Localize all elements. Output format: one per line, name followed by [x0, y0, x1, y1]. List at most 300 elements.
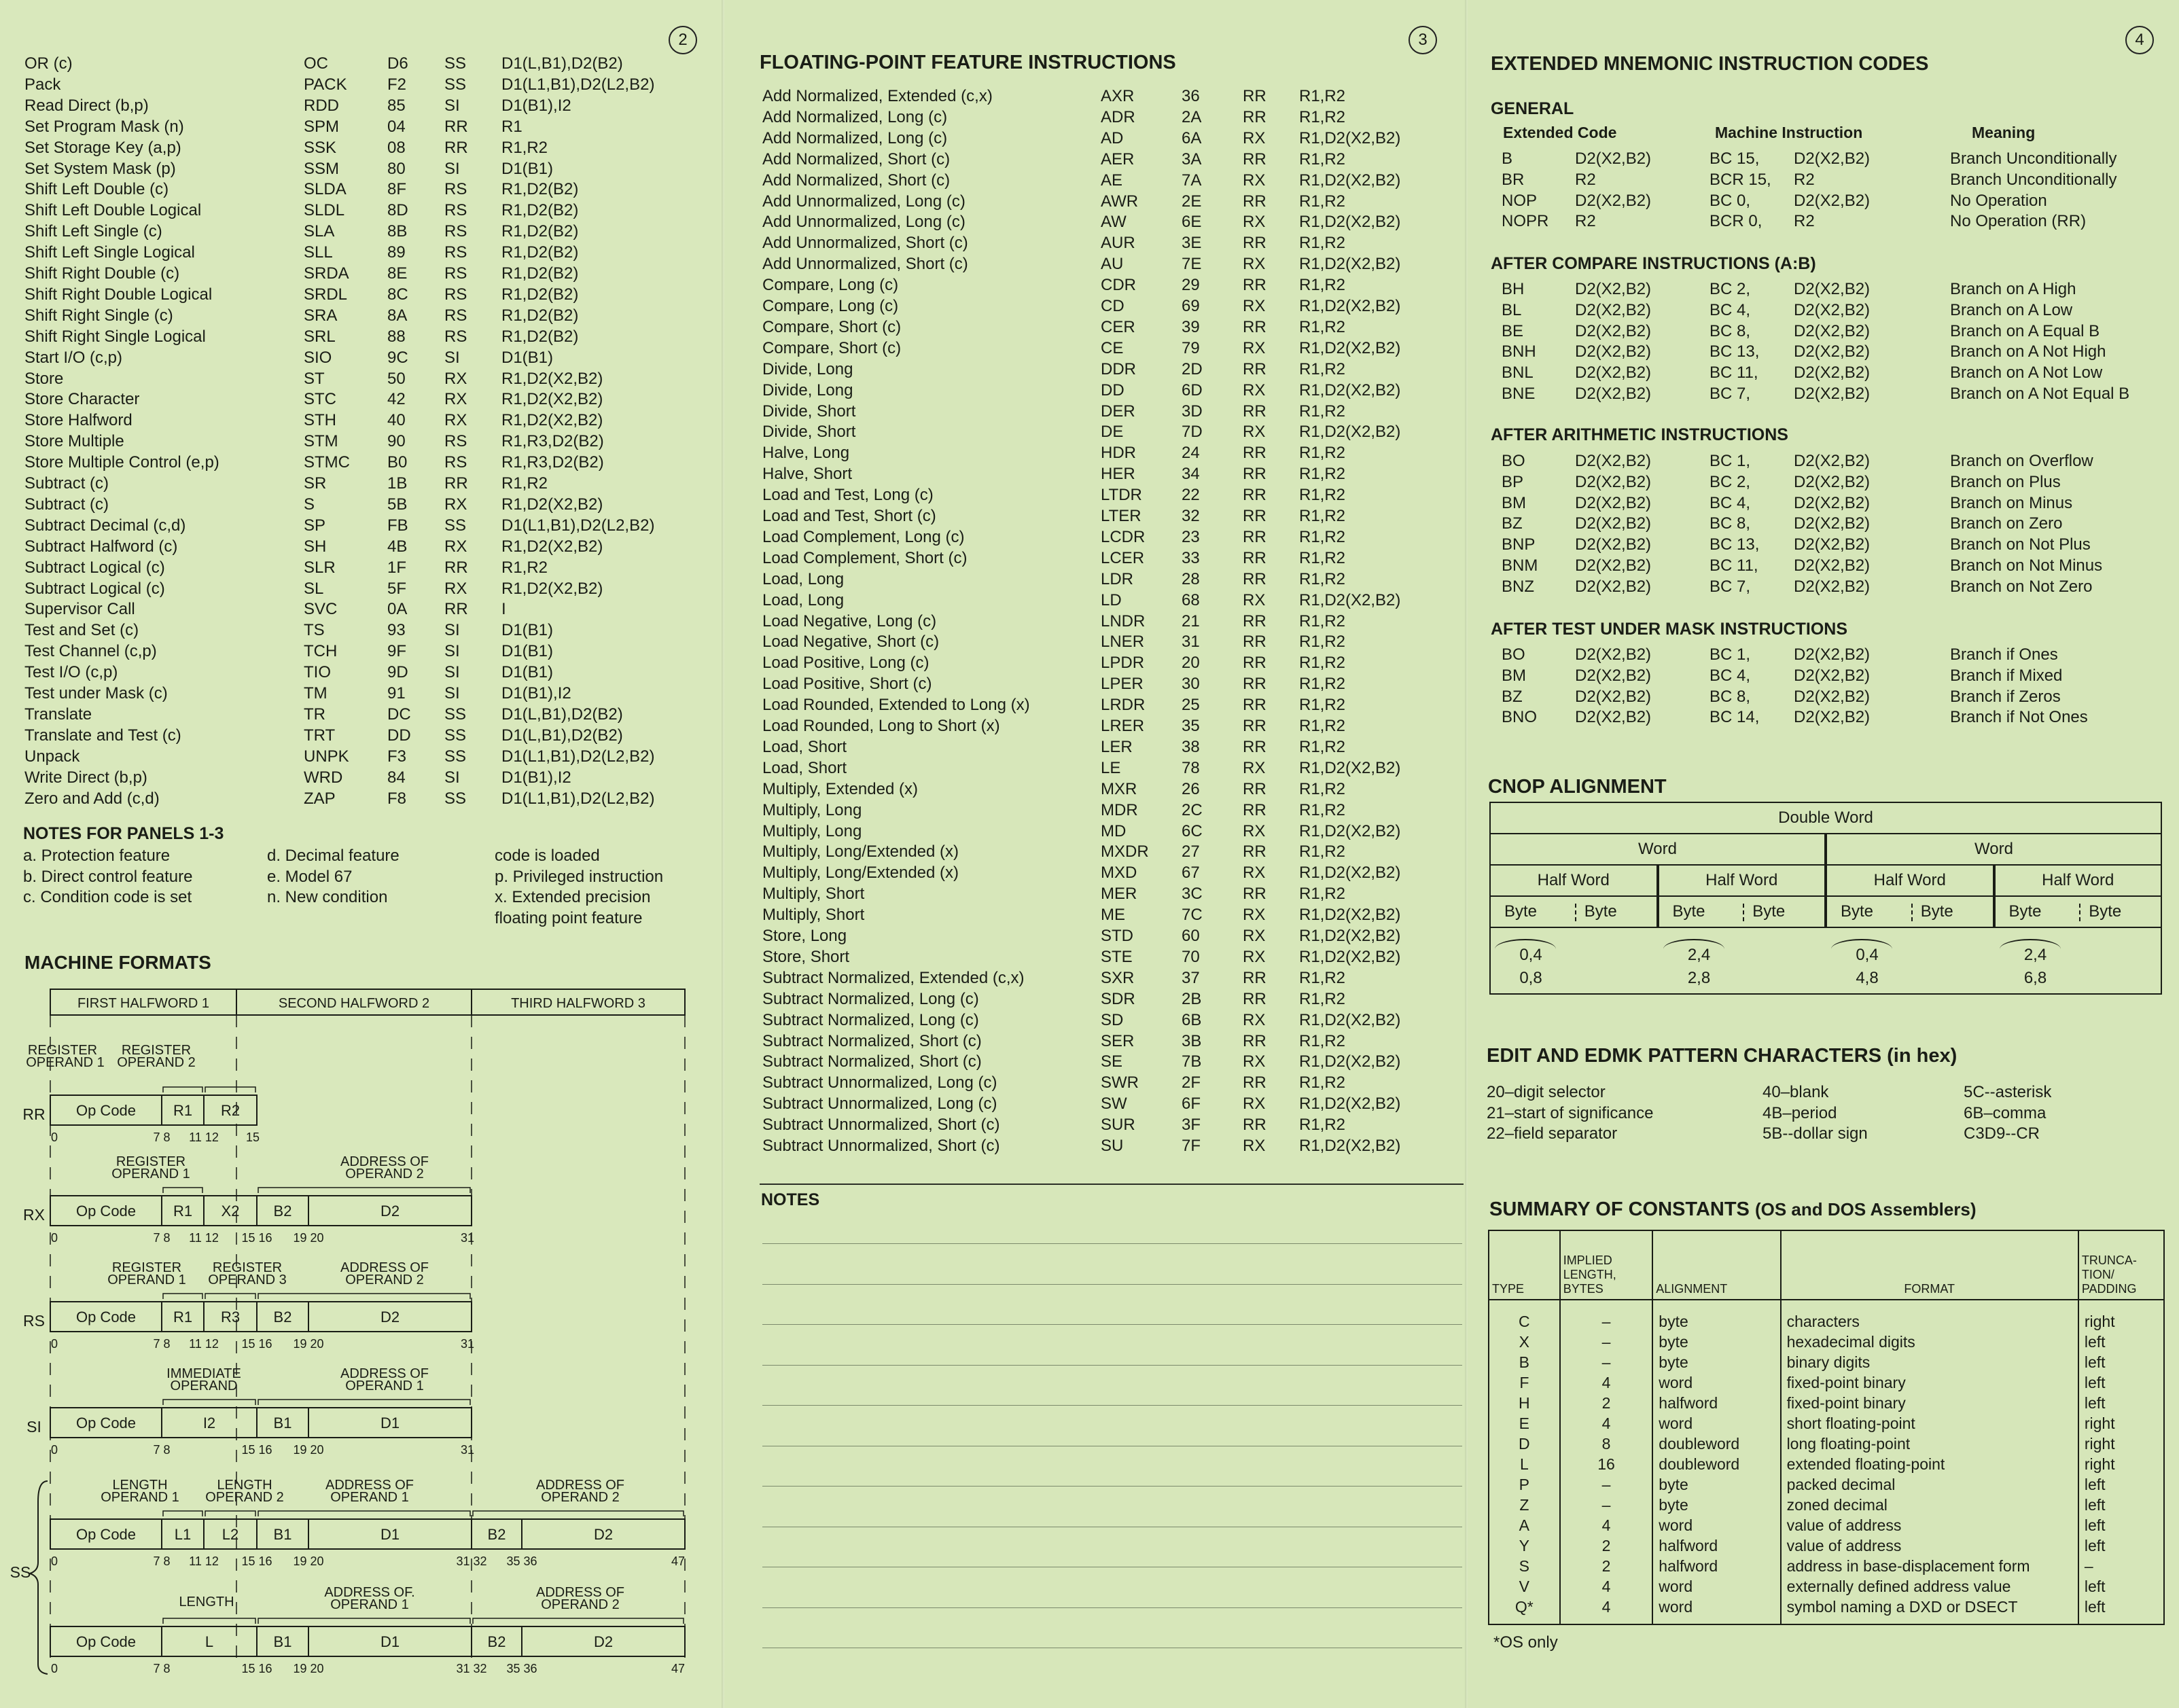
instr-operands: R1,D2(X2,B2): [501, 537, 603, 556]
constants-cell: byte: [1652, 1352, 1780, 1372]
instr-opcode: 2F: [1182, 1073, 1201, 1092]
note-item: e. Model 67: [267, 867, 353, 886]
instr-operands: R1,D2(B2): [501, 285, 579, 304]
instr-operands: R1,D2(B2): [501, 180, 579, 199]
instr-opcode: 70: [1182, 947, 1200, 966]
constants-cell: value of address: [1781, 1515, 2078, 1535]
bit-number: 31: [460, 1337, 475, 1351]
instr-name: Subtract Unnormalized, Long (c): [762, 1095, 997, 1114]
meaning: Branch on Not Minus: [1950, 556, 2103, 575]
instruction-row: [0, 537, 720, 558]
instr-operands: R1,D2(X2,B2): [501, 411, 603, 430]
instr-operands: R1,R2: [1299, 842, 1346, 861]
instr-operands: R1,D2(X2,B2): [1299, 255, 1401, 274]
meaning: Branch Unconditionally: [1950, 149, 2117, 168]
instr-opcode: F8: [387, 789, 407, 808]
instr-operands: R1: [501, 117, 522, 136]
meaning: Branch if Not Ones: [1950, 708, 2088, 727]
rs-field-label: R1: [173, 1309, 193, 1326]
instruction-row: [0, 306, 720, 327]
instr-opcode: 2B: [1182, 989, 1202, 1008]
constants-row: [1489, 1352, 2164, 1372]
instr-operands: R1,R2: [1299, 569, 1346, 588]
instruction-row: [724, 696, 1465, 717]
operand-bracket: [258, 1294, 470, 1299]
cnop-divider: [2079, 904, 2080, 921]
instruction-row: [0, 768, 720, 789]
ext-code: BNM: [1502, 556, 1538, 575]
instr-opcode: 84: [387, 768, 406, 787]
instruction-row: [724, 465, 1465, 486]
machine-operand: D2(X2,B2): [1794, 321, 1871, 340]
constants-cell: fixed-point binary: [1781, 1393, 2078, 1413]
instr-name: Load and Test, Long (c): [762, 486, 934, 505]
meaning: Branch on Not Plus: [1950, 535, 2091, 554]
instr-operands: R1,R2: [1299, 1031, 1346, 1050]
instr-operands: R1,R2: [1299, 507, 1346, 525]
test-title: AFTER TEST UNDER MASK INSTRUCTIONS: [1491, 620, 1847, 639]
instr-operands: R1,R2: [501, 474, 548, 493]
constants-cell: byte: [1652, 1300, 1780, 1332]
instruction-row: [724, 444, 1465, 465]
constants-row: [1489, 1300, 2164, 1332]
machine-formats-diagram: [0, 985, 724, 1708]
instr-opcode: 37: [1182, 968, 1200, 987]
machine-operand: R2: [1794, 212, 1815, 231]
edit-item: 4B–period: [1762, 1103, 1837, 1122]
instr-name: Start I/O (c,p): [24, 348, 123, 367]
instr-name: Store Halfword: [24, 411, 132, 430]
machine-op: BC 13,: [1709, 535, 1760, 554]
cnop-mark: 2,4: [1687, 946, 1711, 964]
ext-code: BNE: [1502, 385, 1536, 403]
cnop-arc: [1831, 939, 1892, 959]
halfword-label: FIRST HALFWORD 1: [77, 996, 210, 1011]
instr-mnemonic: SSM: [304, 159, 340, 178]
arith-row: [1468, 556, 2174, 577]
instruction-row: [724, 192, 1465, 213]
general-row: [1468, 171, 2174, 192]
instr-format: SI: [444, 642, 460, 661]
bit-number: 35 36: [506, 1662, 537, 1675]
constants-cell: 16: [1560, 1454, 1653, 1474]
edit-row: [1468, 1104, 2174, 1125]
instr-operands: R1,D2(X2,B2): [1299, 1095, 1401, 1114]
instr-opcode: F3: [387, 747, 407, 766]
meaning: Branch Unconditionally: [1950, 170, 2117, 189]
rs-label-text: REGISTER: [212, 1260, 283, 1275]
instruction-row: [0, 580, 720, 601]
instr-opcode: 5B: [387, 495, 408, 514]
compare-row: [1468, 385, 2174, 406]
instr-name: Load Complement, Long (c): [762, 527, 965, 546]
constants-cell: byte: [1652, 1495, 1780, 1515]
instr-mnemonic: SWR: [1101, 1073, 1139, 1092]
instr-operands: R1,R3,D2(B2): [501, 432, 604, 451]
instr-mnemonic: SW: [1101, 1095, 1127, 1114]
instr-name: Load, Short: [762, 758, 847, 777]
ext-operand: D2(X2,B2): [1575, 149, 1652, 168]
instr-format: RR: [1243, 486, 1266, 505]
instr-name: Compare, Short (c): [762, 317, 902, 336]
instr-mnemonic: SH: [304, 537, 327, 556]
panel-title: EXTENDED MNEMONIC INSTRUCTION CODES: [1491, 53, 1929, 75]
instr-mnemonic: DDR: [1101, 359, 1136, 378]
instr-operands: R1,D2(B2): [501, 222, 579, 241]
instr-opcode: 1F: [387, 558, 407, 577]
instr-mnemonic: SP: [304, 516, 326, 535]
instruction-row: [724, 948, 1465, 969]
constants-cell: 2: [1560, 1556, 1653, 1576]
note-line: [762, 1405, 1462, 1406]
instr-name: Test Channel (c,p): [24, 642, 157, 661]
instr-format: SS: [444, 75, 467, 94]
instr-name: Store Character: [24, 390, 140, 409]
instruction-row: [724, 570, 1465, 591]
test-row: [1468, 645, 2174, 666]
note-line: [762, 1486, 1462, 1487]
instruction-row: [724, 822, 1465, 843]
rr-label-text: OPERAND 1: [26, 1055, 105, 1070]
cnop-byte-pair: [1658, 895, 1826, 928]
meaning: Branch on Overflow: [1950, 452, 2093, 470]
instruction-row: [724, 234, 1465, 255]
machine-op: BC 1,: [1709, 452, 1751, 470]
instruction-row: [724, 1116, 1465, 1137]
instr-opcode: 42: [387, 390, 406, 409]
ss-label-text: OPERAND 2: [541, 1490, 620, 1505]
instruction-row: [0, 726, 720, 747]
instr-name: Add Normalized, Short (c): [762, 171, 951, 190]
instr-name: Multiply, Short: [762, 885, 865, 904]
constants-cell: left: [2078, 1372, 2164, 1393]
instr-format: RS: [444, 327, 467, 346]
instr-operands: R1,R2: [1299, 444, 1346, 463]
instr-name: Store Multiple Control (e,p): [24, 453, 219, 472]
bit-number: 31 32: [456, 1662, 487, 1675]
instr-format: RR: [1243, 1073, 1266, 1092]
operand-bracket: [163, 1618, 255, 1624]
bit-number: 15: [245, 1131, 260, 1144]
instr-operands: R1,R2: [1299, 548, 1346, 567]
meaning: Branch if Mixed: [1950, 666, 2063, 685]
instruction-row: [724, 990, 1465, 1011]
constants-cell: word: [1652, 1515, 1780, 1535]
instr-operands: D1(L1,B1),D2(L2,B2): [501, 789, 655, 808]
instr-opcode: 3F: [1182, 1116, 1201, 1135]
instr-mnemonic: LCDR: [1101, 527, 1146, 546]
rr-field-label: Op Code: [75, 1102, 137, 1119]
instr-opcode: 8D: [387, 201, 408, 220]
instr-mnemonic: SLR: [304, 558, 336, 577]
instr-mnemonic: AU: [1101, 255, 1124, 274]
instr-name: Translate and Test (c): [24, 726, 181, 745]
ext-operand: D2(X2,B2): [1575, 666, 1652, 685]
instr-opcode: 6F: [1182, 1095, 1201, 1114]
instr-format: RS: [444, 306, 467, 325]
operand-bracket: [163, 1294, 202, 1299]
instr-opcode: 28: [1182, 569, 1200, 588]
rx-field-label: B2: [273, 1203, 292, 1220]
note-item: p. Privileged instruction: [495, 867, 664, 886]
instr-name: Shift Right Double Logical: [24, 285, 213, 304]
instr-format: RX: [1243, 1010, 1266, 1029]
instr-opcode: 32: [1182, 507, 1200, 525]
instruction-row: [0, 642, 720, 663]
cnop-arc: [1495, 939, 1556, 959]
cnop-byte: Byte: [1584, 902, 1617, 921]
rs-label-text: OPERAND 2: [345, 1273, 424, 1287]
cnop-mark: 2,4: [2023, 946, 2047, 964]
instr-name: Subtract Normalized, Short (c): [762, 1031, 982, 1050]
ext-operand: D2(X2,B2): [1575, 300, 1652, 319]
meaning: Branch on A Not High: [1950, 342, 2106, 361]
instr-operands: D1(L1,B1),D2(L2,B2): [501, 516, 655, 535]
instruction-row: [0, 243, 720, 264]
instr-opcode: 2A: [1182, 107, 1202, 126]
instr-opcode: 34: [1182, 465, 1200, 484]
instr-operands: R1,R2: [1299, 107, 1346, 126]
instr-format: RX: [1243, 947, 1266, 966]
rs-label-text: REGISTER: [111, 1260, 182, 1275]
instruction-row: [0, 600, 720, 621]
instr-operands: R1,D2(X2,B2): [1299, 1010, 1401, 1029]
instr-mnemonic: LD: [1101, 590, 1122, 609]
constants-header-row: [1489, 1230, 2164, 1300]
instruction-row: [724, 885, 1465, 906]
constants-header: ALIGNMENT: [1652, 1230, 1780, 1300]
instruction-row: [0, 118, 720, 139]
instr-name: Load and Test, Short (c): [762, 507, 936, 525]
edit-item: 21–start of significance: [1487, 1103, 1654, 1122]
constants-cell: B: [1489, 1352, 1560, 1372]
instr-opcode: 93: [387, 621, 406, 640]
arith-row: [1468, 577, 2174, 599]
machine-op: BC 13,: [1709, 342, 1760, 361]
instruction-row: [724, 927, 1465, 948]
edit-row: [1468, 1083, 2174, 1104]
bit-number: 15 16: [241, 1554, 272, 1568]
machine-op: BC 8,: [1709, 514, 1751, 533]
instr-name: Subtract Decimal (c,d): [24, 516, 186, 535]
ext-code: BP: [1502, 472, 1524, 491]
instr-name: Read Direct (b,p): [24, 96, 149, 115]
instruction-row: [724, 213, 1465, 234]
instr-opcode: 60: [1182, 927, 1200, 945]
instr-operands: R1,R2: [1299, 968, 1346, 987]
instruction-row: [0, 432, 720, 453]
machine-op: BC 4,: [1709, 300, 1751, 319]
instruction-row: [0, 160, 720, 181]
constants-cell: Q*: [1489, 1597, 1560, 1624]
instr-mnemonic: LPER: [1101, 675, 1144, 694]
cnop-divider: [1575, 904, 1576, 921]
cnop-byte: Byte: [1504, 902, 1538, 921]
si-field-label: I2: [202, 1415, 216, 1431]
machine-op: BC 7,: [1709, 577, 1751, 596]
constants-row: [1489, 1556, 2164, 1576]
instruction-row: [0, 663, 720, 684]
machine-op: BC 7,: [1709, 385, 1751, 403]
instr-opcode: 89: [387, 243, 406, 262]
constants-cell: 2: [1560, 1535, 1653, 1556]
instr-opcode: 38: [1182, 737, 1200, 756]
edit-item: 22–field separator: [1487, 1124, 1618, 1143]
instr-name: Load, Short: [762, 737, 847, 756]
instr-operands: R1,D2(X2,B2): [1299, 947, 1401, 966]
instr-format: RX: [444, 537, 467, 556]
constants-cell: H: [1489, 1393, 1560, 1413]
instr-format: RR: [1243, 842, 1266, 861]
ext-code: BH: [1502, 280, 1525, 298]
instr-name: Load Complement, Short (c): [762, 548, 968, 567]
instr-format: RR: [444, 558, 468, 577]
bit-number: 11 12: [189, 1131, 219, 1144]
instr-opcode: 7A: [1182, 171, 1202, 190]
instruction-row: [0, 139, 720, 160]
instr-opcode: 23: [1182, 527, 1200, 546]
instr-format: RR: [444, 117, 468, 136]
instr-name: Multiply, Extended (x): [762, 779, 918, 798]
constants-cell: –: [1560, 1352, 1653, 1372]
constants-cell: left: [2078, 1474, 2164, 1495]
constants-cell: address in base-displacement form: [1781, 1556, 2078, 1576]
general-title: GENERAL: [1491, 99, 1574, 118]
rr-label-text: REGISTER: [121, 1043, 192, 1058]
test-row: [1468, 666, 2174, 688]
instr-format: RX: [444, 495, 467, 514]
instruction-row: [0, 327, 720, 349]
instruction-row: [724, 507, 1465, 528]
constants-cell: –: [1560, 1332, 1653, 1352]
constants-cell: C: [1489, 1300, 1560, 1332]
instr-name: Load Negative, Short (c): [762, 633, 940, 652]
instr-name: Multiply, Long: [762, 821, 862, 840]
machine-op: BC 2,: [1709, 280, 1751, 298]
constants-cell: 4: [1560, 1576, 1653, 1597]
instr-format: RR: [444, 138, 468, 157]
instr-mnemonic: LTER: [1101, 507, 1141, 525]
instr-opcode: 91: [387, 684, 406, 702]
instr-mnemonic: MXD: [1101, 864, 1137, 883]
instr-operands: R1,D2(X2,B2): [1299, 864, 1401, 883]
instr-mnemonic: LE: [1101, 758, 1121, 777]
instr-format: RX: [1243, 128, 1266, 147]
instr-operands: R1,D2(X2,B2): [1299, 1052, 1401, 1071]
instr-opcode: 7F: [1182, 1137, 1201, 1155]
instr-operands: R1,D2(X2,B2): [1299, 171, 1401, 190]
bit-number: 0: [50, 1131, 58, 1144]
instruction-row: [724, 339, 1465, 360]
meaning: Branch if Ones: [1950, 645, 2058, 664]
constants-cell: P: [1489, 1474, 1560, 1495]
bit-number: 19 20: [293, 1443, 324, 1457]
edit-item: 6B–comma: [1964, 1103, 2047, 1122]
machine-operand: D2(X2,B2): [1794, 493, 1871, 512]
instr-format: RR: [1243, 317, 1266, 336]
instr-format: RX: [1243, 171, 1266, 190]
constants-row: [1489, 1393, 2164, 1413]
note-item: d. Decimal feature: [267, 847, 400, 865]
instr-operands: R1,R2: [1299, 885, 1346, 904]
instr-operands: R1,R3,D2(B2): [501, 453, 604, 472]
instr-format: SI: [444, 663, 460, 682]
instr-mnemonic: SDR: [1101, 989, 1135, 1008]
instr-name: Subtract Halfword (c): [24, 537, 178, 556]
instr-opcode: 88: [387, 327, 406, 346]
cnop-value: 4,8: [1856, 969, 1879, 987]
instr-operands: R1,R2: [1299, 1073, 1346, 1092]
instr-mnemonic: PACK: [304, 75, 347, 94]
instr-mnemonic: SRDL: [304, 285, 348, 304]
instr-opcode: 04: [387, 117, 406, 136]
instruction-row: [0, 495, 720, 516]
operand-bracket: [163, 1511, 202, 1516]
instruction-row: [724, 801, 1465, 822]
machine-operand: D2(X2,B2): [1794, 191, 1871, 210]
machine-operand: R2: [1794, 170, 1815, 189]
instr-opcode: 3C: [1182, 885, 1203, 904]
instr-opcode: 2D: [1182, 359, 1203, 378]
machine-operand: D2(X2,B2): [1794, 385, 1871, 403]
rs-label-text: OPERAND 3: [208, 1273, 287, 1287]
general-row: [1468, 149, 2174, 171]
instr-operands: D1(B1),I2: [501, 96, 571, 115]
constants-cell: word: [1652, 1597, 1780, 1624]
instr-mnemonic: LNDR: [1101, 611, 1146, 630]
ss-format-label: SS: [10, 1563, 31, 1581]
meaning: Branch on A Low: [1950, 300, 2073, 319]
ext-operand: D2(X2,B2): [1575, 191, 1652, 210]
constants-cell: doubleword: [1652, 1434, 1780, 1454]
constants-cell: right: [2078, 1434, 2164, 1454]
constants-cell: halfword: [1652, 1393, 1780, 1413]
instr-format: RR: [444, 474, 468, 493]
ss2-field-label: D1: [380, 1633, 400, 1650]
constants-cell: packed decimal: [1781, 1474, 2078, 1495]
instr-name: Shift Right Double (c): [24, 264, 180, 283]
instr-name: Subtract Normalized, Short (c): [762, 1052, 982, 1071]
note-line: [762, 1243, 1462, 1244]
instr-name: Divide, Short: [762, 402, 856, 421]
instr-name: Add Unnormalized, Short (c): [762, 255, 968, 274]
instr-operands: D1(L,B1),D2(B2): [501, 726, 623, 745]
instruction-row: [0, 75, 720, 96]
instr-name: Load Rounded, Extended to Long (x): [762, 696, 1030, 715]
instr-name: Divide, Long: [762, 359, 853, 378]
cnop-word: Word: [1489, 833, 1826, 866]
constants-cell: long floating-point: [1781, 1434, 2078, 1454]
rs-field-label: B2: [273, 1309, 292, 1326]
cnop-divider: [1743, 904, 1744, 921]
instruction-row: [724, 654, 1465, 675]
instr-name: Supervisor Call: [24, 600, 135, 619]
instruction-row: [724, 738, 1465, 759]
instr-operands: R1,R2: [1299, 800, 1346, 819]
instr-opcode: 1B: [387, 474, 408, 493]
ss-label-text: LENGTH: [217, 1478, 272, 1493]
instr-opcode: 29: [1182, 276, 1200, 295]
constants-cell: byte: [1652, 1474, 1780, 1495]
instruction-row: [724, 633, 1465, 654]
machine-operand: D2(X2,B2): [1794, 149, 1871, 168]
instr-format: SI: [444, 348, 460, 367]
instr-format: RR: [1243, 800, 1266, 819]
instr-name: OR (c): [24, 54, 73, 73]
ext-code: BM: [1502, 493, 1526, 512]
instr-opcode: 08: [387, 138, 406, 157]
meaning: Branch on A Equal B: [1950, 321, 2100, 340]
